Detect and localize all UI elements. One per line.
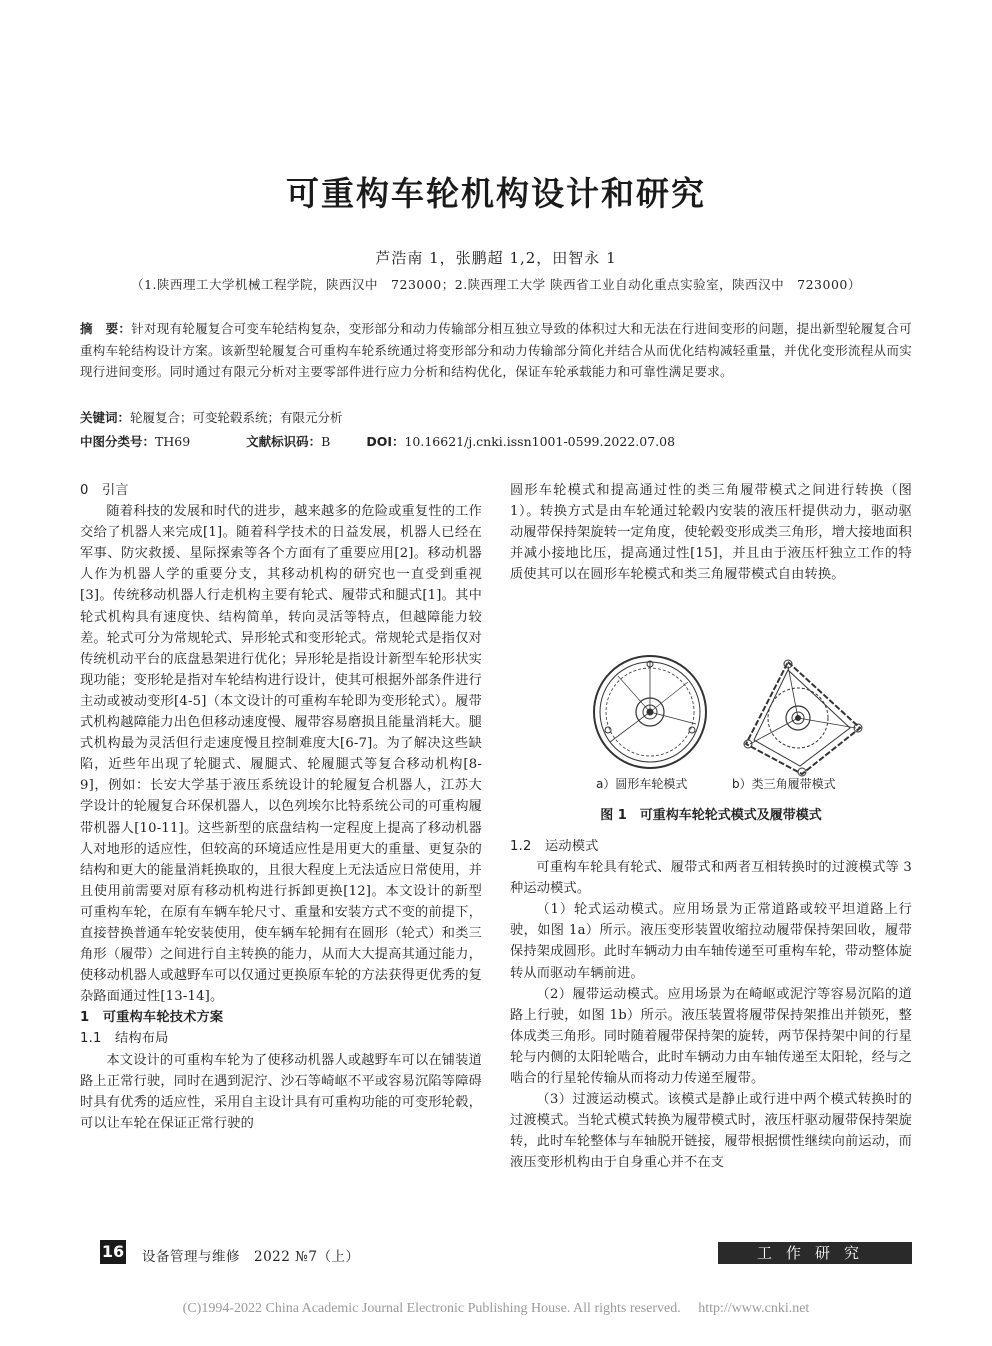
abstract-text: 针对现有轮履复合可变车轮结构复杂，变形部分和动力传输部分相互独立导致的体积过大和无法在行进间变形的问题，提出新型轮履复合可重构车轮结构设计方案。该新型轮履复合可重构车轮系统通过将变形部分和动力传输部分简化并结合从而优化结构减轻重量，并优化变形流程从而实现行进间变形。同时通过有限元分析对主要零部件进行应力分析和结构优化，保证车轮承载能力和可靠性满足要求。 bbox=[80, 321, 913, 379]
clc-label: 中图分类号： bbox=[80, 434, 156, 449]
clc-value: TH69 bbox=[155, 434, 191, 449]
section-1-2-heading: 1.2 运动模式 bbox=[510, 839, 599, 854]
copyright-notice: (C)1994-2022 China Academic Journal Electronic Publishing House. All rights reserved. http://www.cnki.net bbox=[182, 1301, 810, 1316]
right-column-top bbox=[510, 480, 912, 585]
figure-1b-label: b）类三角履带模式 bbox=[732, 777, 836, 791]
doc-code-label: 文献标识码： bbox=[246, 434, 322, 449]
figure-1-caption: 图 1 可重构车轮轮式模式及履带模式 bbox=[600, 808, 822, 823]
figure-1-wheel-drawings bbox=[588, 654, 868, 784]
doi-label: DOI： bbox=[366, 434, 405, 449]
section-1-1-continued: 圆形车轮模式和提高通过性的类三角履带模式之间进行转换（图 1）。转换方式是由车轮通过轮毂内安装的液压杆提供动力，驱动驱动履带保持架旋转一定角度，使轮毂变形成类三角形，增大接地面积并减小接地比压，提高通过性[15]，并且由于液压杆独立工作的特质使其可以在圆形车轮模式和类三角履带模式自由转换。 bbox=[510, 483, 912, 583]
section-0-paragraph: 随着科技的发展和时代的进步，越来越多的危险或重复性的工作交给了机器人来完成[1]。随着科学技术的日益发展，机器人已经在军事、防灾救援、星际探索等各个方面有了重要应用[2]。移动机器人作为机器人学的重要分支，其移动机构的研究也一直受到重视[3]。传统移动机器人行走机构主要有轮式、履带式和腿式[1]。其中轮式机构具有速度快、结构简单，转向灵活等特点，但越障能力较差。轮式可分为常规轮式、异形轮式和变形轮式。常规轮式是指仅对传统机动平台的底盘悬架进行优化；异形轮是指设计新型车轮形状实现功能；变形轮是指对车轮结构进行设计，使其可根据外部条件进行主动或被动变形[4-5]（本文设计的可重构车轮即为变形轮式）。履带式机构越障能力出色但移动速度慢、履带容易磨损且能量消耗大。腿式机构最为灵活但行走速度慢且控制难度大[6-7]。为了解决这些缺陷，近些年出现了轮腿式、履腿式、轮履腿式等复合移动机构[8-9]，例如：长安大学基于液压系统设计的轮履复合机器人，江苏大学设计的轮履复合环保机器人，以色列埃尔比特系统公司的可重构履带机器人[10-11]。这些新型的底盘结构一定程度上提高了移动机器人对地形的适应性，但较高的环境适应性是用更大的重量、更复杂的结构和更大的能量消耗换取的，且很大程度上无法适应日常使用，并且使用前需要对原有移动机构进行拆卸更换[12]。本文设计的新型可重构车轮，在原有车辆车轮尺寸、重量和安装方式不变的前提下，直接替换普通车轮安装使用，使车辆车轮拥有在圆形（轮式）和类三角形（履带）之间进行自主转换的能力，从而大大提高其通过能力，使移动机器人或越野车可以仅通过更换原车轮的方法获得更优秀的复杂路面通过性[13-14]。 bbox=[80, 504, 482, 1005]
section-1-2-paragraph-1: 可重构车轮具有轮式、履带式和两者互相转换时的过渡模式等 3 种运动模式。 bbox=[510, 860, 912, 897]
section-1-2-paragraph-3: （2）履带运动模式。应用场景为在崎岖或泥泞等容易沉陷的道路上行驶，如图 1b）所示。液压装置将履带保持架推出并锁死，整体成类三角形。同时随着履带保持架的旋转，两节保持架中间的行星轮与内侧的太阳轮啮合，此时车辆动力由车轴传递至太阳轮，经与之啮合的行星轮传输从而将动力传递至履带。 bbox=[510, 986, 912, 1087]
classification-line bbox=[80, 432, 912, 450]
page-number: 16 bbox=[100, 1240, 126, 1264]
paper-title: 可重构车轮机构设计和研究 bbox=[286, 174, 706, 213]
round-wheel-drawing bbox=[594, 656, 706, 768]
section-0-heading: 0 引言 bbox=[80, 483, 129, 498]
section-1-1-heading: 1.1 结构布局 bbox=[80, 1031, 169, 1047]
triangular-track-drawing bbox=[744, 660, 862, 776]
keywords-line bbox=[80, 408, 912, 426]
keywords-label: 关键词： bbox=[80, 410, 131, 425]
paper-affiliations: （1.陕西理工大学机械工程学院，陕西汉中 723000；2.陕西理工大学 陕西省工业自动化重点实验室，陕西汉中 723000） bbox=[131, 277, 861, 292]
section-1-2-paragraph-2: （1）轮式运动模式。应用场景为正常道路或较平坦道路上行驶，如图 1a）所示。液压变形装置收缩拉动履带保持架回收，履带保持架成圆形。此时车辆动力由车轴传递至可重构车轮，带动整体旋转从而驱动车辆前进。 bbox=[510, 902, 912, 981]
abstract-label: 摘 要： bbox=[80, 321, 132, 336]
section-badge: 工作研究 bbox=[718, 1242, 912, 1264]
paper-authors: 芦浩南 1，张鹏超 1,2，田智永 1 bbox=[375, 249, 617, 267]
section-1-heading: 1 可重构车轮技术方案 bbox=[80, 1010, 224, 1026]
journal-name: 设备管理与维修 2022 №7（上） bbox=[142, 1249, 360, 1265]
keywords-text: 轮履复合；可变轮毂系统；有限元分析 bbox=[130, 410, 343, 425]
abstract bbox=[80, 318, 912, 383]
section-1-2-paragraph-4: （3）过渡运动模式。该模式是静止或行进中两个模式转换时的过渡模式。当轮式模式转换为履带模式时，液压杆驱动履带保持架旋转，此时车轮整体与车轴脱开链接，履带根据惯性继续向前运动，而液压变形机构由于自身重心并不在支 bbox=[510, 1092, 912, 1171]
doi-value: 10.16621/j.cnki.issn1001-0599.2022.07.08 bbox=[404, 434, 676, 449]
section-1-1-paragraph: 本文设计的可重构车轮为了使移动机器人或越野车可以在铺装道路上正常行驶，同时在遇到泥泞、沙石等崎岖不平或容易沉陷等障碍时具有优秀的适应性，采用自主设计具有可重构功能的可变形轮毂，可以让车轮在保证正常行驶的 bbox=[80, 1052, 482, 1131]
right-column-bottom bbox=[510, 836, 912, 1174]
left-column bbox=[80, 480, 482, 1134]
figure-1a-label: a）圆形车轮模式 bbox=[596, 777, 688, 791]
doc-code-value: B bbox=[321, 434, 331, 449]
